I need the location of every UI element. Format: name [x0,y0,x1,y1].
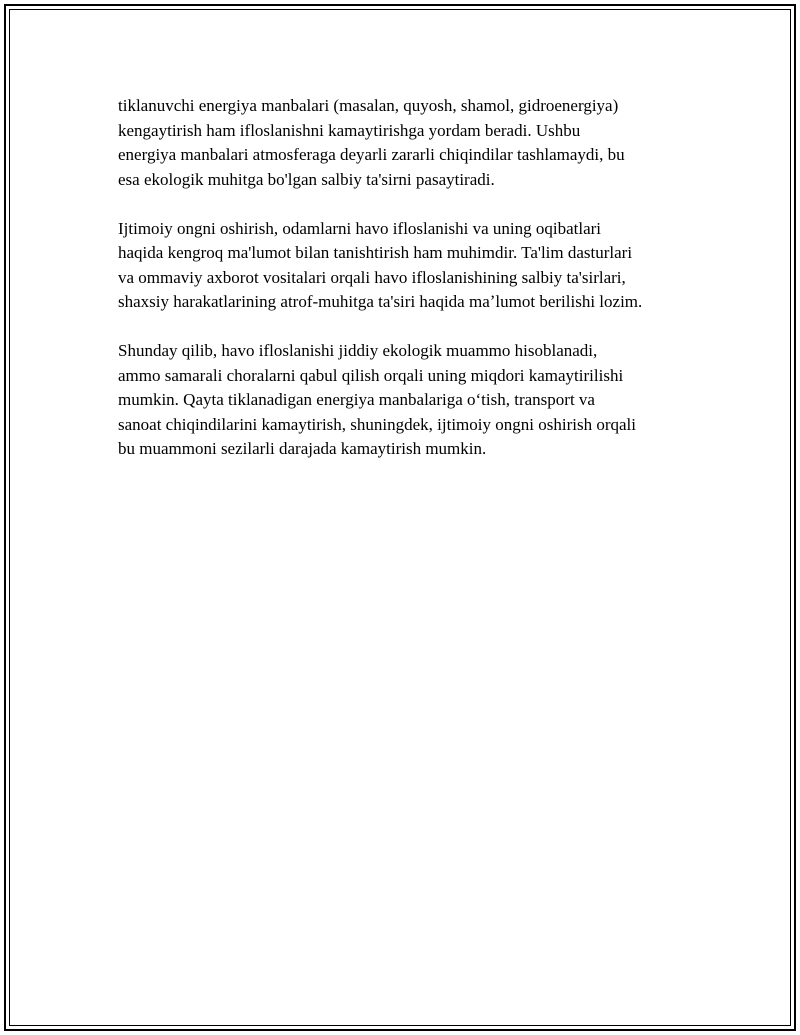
document-body [118,94,698,486]
paragraph-conclusion: Shunday qilib, havo ifloslanishi jiddiy ekologik muammo hisoblanadi, ammo samarali choralarni qabul qilish orqali uning miqdori kamaytirilishi mumkin. Qayta tiklanadigan energiya manbalariga oʻtish, transport va sanoat chiqindilarini kamaytirish, shuningdek, ijtimoiy ongni oshirish orqali bu muammoni sezilarli darajada kamaytirish mumkin. [118,341,636,458]
paragraph-public-awareness: Ijtimoiy ongni oshirish, odamlarni havo ifloslanishi va uning oqibatlari haqida kengroq ma'lumot bilan tanishtirish ham muhimdir. Ta'lim dasturlari va ommaviy axborot vositalari orqali havo ifloslanishining salbiy ta'sirlari, shaxsiy harakatlarining atrof-muhitga ta'siri haqida maʼlumot berilishi lozim. [118,218,643,311]
paragraph-renewable-energy: tiklanuvchi energiya manbalari (masalan, quyosh, shamol, gidroenergiya) kengaytirish ham ifloslanishni kamaytirishga yordam beradi. Ushbu energiya manbalari atmosferaga deyarli zararli chiqindilar tashlamaydi, bu esa ekologik muhitga bo'lgan salbiy ta'sirni pasaytiradi. [118,96,625,189]
